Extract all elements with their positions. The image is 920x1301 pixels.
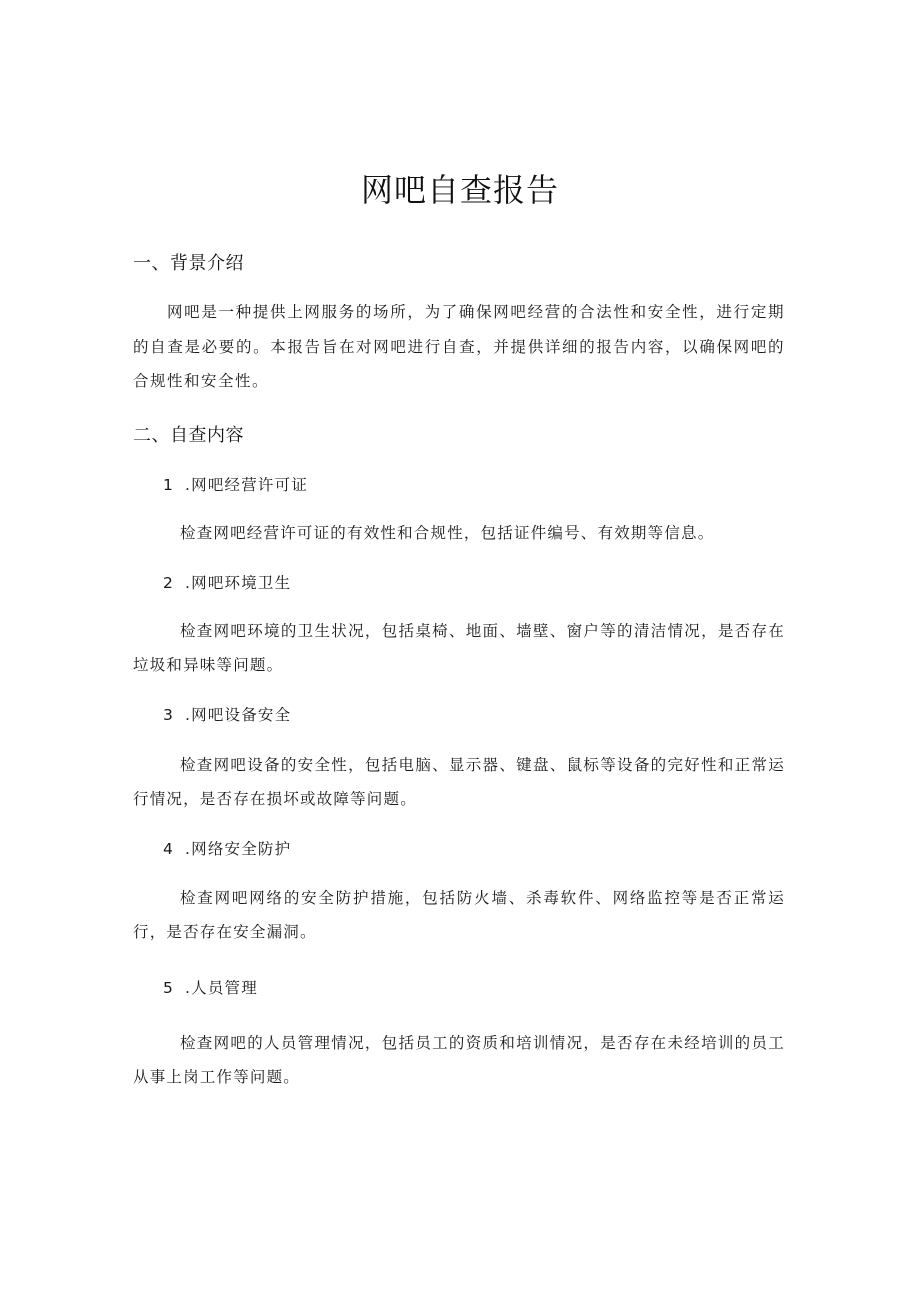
item-title [163,571,291,595]
document-title: 网吧自查报告 [360,171,559,209]
item-description: 检查网吧设备的安全性，包括电脑、显示器、键盘、鼠标等设备的完好性和正常运行情况，是否存在损坏或故障等问题。 [133,756,785,808]
item-title [163,837,291,861]
item-title [163,473,308,497]
item-number: 1 [163,476,175,494]
item-description: 检查网吧经营许可证的有效性和合规性，包括证件编号、有效期等信息。 [180,524,715,542]
item-number: 4 [163,840,175,858]
item-title-text: .网吧环境卫生 [185,574,292,592]
section-heading-background: 一、背景介绍 [133,253,244,274]
item-number: 3 [163,706,175,724]
item-title [163,703,291,727]
item-title [163,976,258,1000]
item-description: 检查网吧环境的卫生状况，包括桌椅、地面、墙壁、窗户等的清洁情况，是否存在垃圾和异味等问题。 [133,622,785,674]
item-description: 检查网吧的人员管理情况，包括员工的资质和培训情况，是否存在未经培训的员工从事上岗工作等问题。 [133,1034,785,1086]
item-title-text: .网吧经营许可证 [185,476,309,494]
item-description: 检查网吧网络的安全防护措施，包括防火墙、杀毒软件、网络监控等是否正常运行，是否存在安全漏洞。 [133,889,785,941]
background-paragraph: 网吧是一种提供上网服务的场所，为了确保网吧经营的合法性和安全性，进行定期的自查是必要的。本报告旨在对网吧进行自查，并提供详细的报告内容，以确保网吧的合规性和安全性。 [133,303,785,390]
item-title-text: .网络安全防护 [185,840,292,858]
item-title-text: .人员管理 [185,979,258,997]
section-heading-content: 二、自查内容 [133,425,244,446]
item-number: 5 [163,979,175,997]
item-number: 2 [163,574,175,592]
item-title-text: .网吧设备安全 [185,706,292,724]
